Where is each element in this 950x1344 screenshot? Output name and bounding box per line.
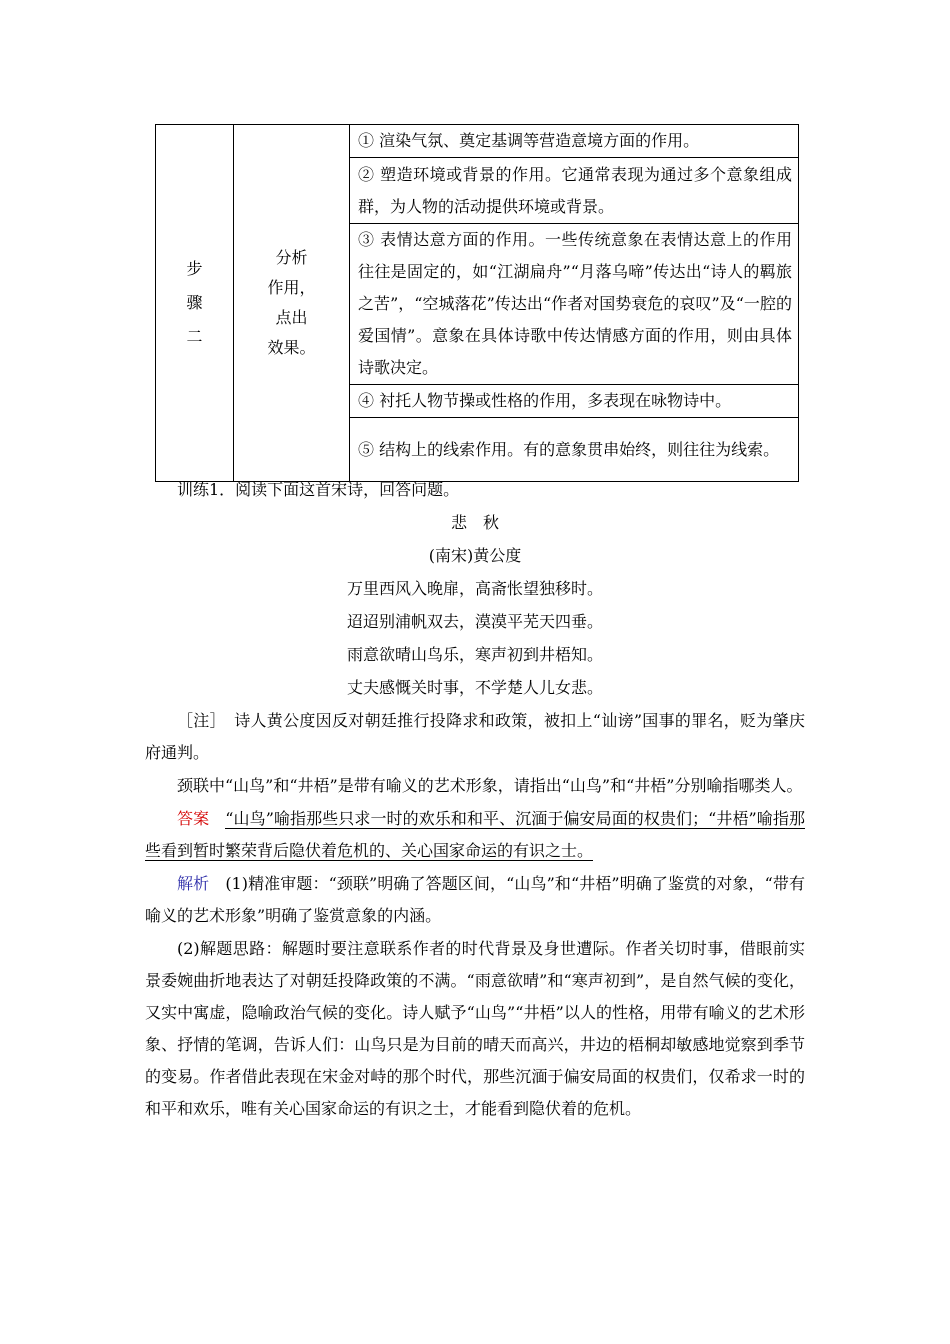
poem-line: 迢迢别浦帆双去，漠漠平芜天四垂。 [346, 612, 603, 631]
answer-text: “山鸟”喻指那些只求一时的欢乐和和平、沉湎于偏安局面的权贵们；“井梧”喻指那些看到暂时繁荣背后隐伏着危机的、关心国家命运的有识之士。 [145, 809, 805, 860]
table-item: ④ 衬托人物节操或性格的作用，多表现在咏物诗中。 [350, 385, 799, 418]
method-cell [234, 125, 350, 482]
poem-author: (南宋)黄公度 [428, 546, 522, 565]
exercise-section [145, 474, 805, 1125]
step-label: 步 骤 二 [186, 259, 203, 346]
poem-line: 丈夫感慨关时事，不学楚人儿女悲。 [346, 678, 603, 697]
table-item: ② 塑造环境或背景的作用。它通常表现为通过多个意象组成群，为人物的活动提供环境或背景。 [350, 158, 799, 224]
step-cell [156, 125, 234, 482]
analysis-label: 解析 [177, 874, 210, 893]
method-table [155, 124, 799, 482]
poem-note: ［注］ 诗人黄公度因反对朝廷推行投降求和政策，被扣上“讪谤”国事的罪名，贬为肇庆府通判。 [145, 711, 805, 762]
exercise-prompt: 训练1．阅读下面这首宋诗，回答问题。 [177, 480, 460, 499]
question: 颈联中“山鸟”和“井梧”是带有喻义的艺术形象，请指出“山鸟”和“井梧”分别喻指哪类人。 [177, 776, 803, 795]
table-item: ① 渲染气氛、奠定基调等营造意境方面的作用。 [350, 125, 799, 158]
poem-title: 悲 秋 [450, 513, 500, 532]
poem-line: 万里西风入晚扉，高斋怅望独移时。 [346, 579, 603, 598]
answer-label: 答案 [177, 809, 210, 828]
poem-line: 雨意欲晴山鸟乐，寒声初到井梧知。 [346, 645, 603, 664]
table-item: ⑤ 结构上的线索作用。有的意象贯串始终，则往往为线索。 [350, 418, 799, 482]
answer [145, 803, 805, 867]
analysis-part-1: 解析 (1)精准审题：“颈联”明确了答题区间，“山鸟”和“井梧”明确了鉴赏的对象，“带有喻义的艺术形象”明确了鉴赏意象的内涵。 [145, 874, 805, 925]
analysis-part-2: (2)解题思路：解题时要注意联系作者的时代背景及身世遭际。作者关切时事，借眼前实景委婉曲折地表达了对朝廷投降政策的不满。“雨意欲晴”和“寒声初到”，是自然气候的变化，又实中寓虚，隐喻政治气候的变化。诗人赋予“山鸟”“井梧”以人的性格，用带有喻义的艺术形象、抒情的笔调，告诉人们：山鸟只是为目前的晴天而高兴，井边的梧桐却敏感地觉察到季节的变易。作者借此表现在宋金对峙的那个时代，那些沉湎于偏安局面的权贵们，仅希求一时的和平和欢乐，唯有关心国家命运的有识之士，才能看到隐伏着的危机。 [145, 939, 805, 1118]
table-item: ③ 表情达意方面的作用。一些传统意象在表情达意上的作用往往是固定的，如“江湖扁舟”“月落乌啼”传达出“诗人的羁旅之苦”，“空城落花”传达出“作者对国势衰危的哀叹”及“一腔的爱国情”。意象在具体诗歌中传达情感方面的作用，则由具体诗歌决定。 [350, 224, 799, 385]
method-label: 分析 作用， 点出 效果。 [267, 248, 316, 357]
